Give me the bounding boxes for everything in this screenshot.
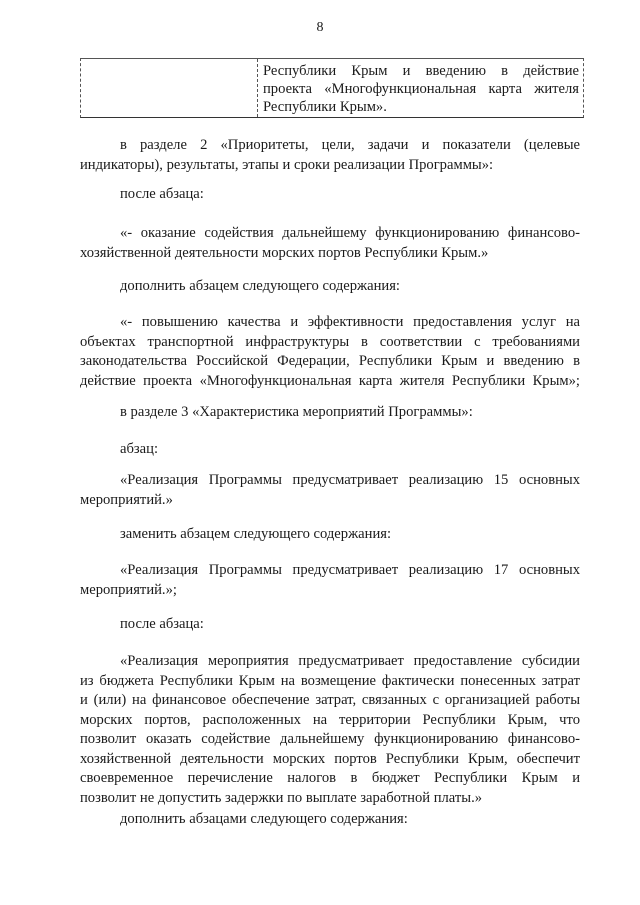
table-cell-line: Республики Крым и введению в действие bbox=[263, 63, 579, 79]
quoted-paragraph-transport-services bbox=[80, 313, 580, 391]
text-line: позволит оказать содействие дальнейшему функционированию финансово- bbox=[80, 731, 580, 747]
text-line: «Реализация Программы предусматривает реализацию 15 основных bbox=[120, 472, 580, 488]
text-line: законодательства Российской Федерации, Республики Крым и введению в bbox=[80, 353, 580, 369]
quoted-paragraph-17-events bbox=[80, 561, 580, 600]
table-cell-right bbox=[263, 62, 579, 116]
instruction-replace-paragraph: заменить абзацем следующего содержания: bbox=[120, 526, 392, 542]
quoted-paragraph-15-events bbox=[80, 471, 580, 510]
text-line: и (или) на финансовое обеспечение затрат, связанных с организацией работы bbox=[80, 692, 580, 708]
text-line: «- оказание содействия дальнейшему функционированию финансово- bbox=[120, 225, 580, 241]
text-line: объектах транспортной инфраструктуры в соответствии с требованиями bbox=[80, 333, 580, 350]
table-fragment bbox=[80, 58, 584, 118]
table-cell-line: Республики Крым». bbox=[263, 99, 387, 115]
paragraph-section-2 bbox=[80, 136, 580, 175]
text-line: «Реализация Программы предусматривает реализацию 17 основных bbox=[120, 562, 580, 578]
text-line: мероприятий.» bbox=[80, 491, 173, 508]
text-line: из бюджета Республики Крым на возмещение фактически понесенных затрат bbox=[80, 672, 580, 689]
instruction-paragraph-label: абзац: bbox=[120, 441, 159, 457]
text-line: действие проекта «Многофункциональная карта жителя Республики Крым»; bbox=[80, 372, 580, 389]
text-line: мероприятий.»; bbox=[80, 581, 177, 598]
text-line: позволит не допустить задержки по выплате заработной платы.» bbox=[80, 789, 483, 806]
table-cell-line: проекта «Многофункциональная карта жителя bbox=[263, 81, 579, 97]
instruction-add-paragraph: дополнить абзацем следующего содержания: bbox=[120, 278, 400, 294]
text-line: индикаторы), результаты, этапы и сроки реализации Программы»: bbox=[80, 156, 494, 173]
quoted-paragraph-port-support bbox=[80, 224, 580, 263]
instruction-add-paragraphs: дополнить абзацами следующего содержания: bbox=[120, 811, 408, 827]
text-line: морских портов, расположенных на территории Республики Крым, что bbox=[80, 711, 580, 728]
quoted-paragraph-subsidy bbox=[80, 652, 580, 808]
text-line: в разделе 2 «Приоритеты, цели, задачи и показатели (целевые bbox=[120, 137, 580, 153]
page-number: 8 bbox=[316, 20, 324, 35]
text-line: хозяйственной деятельности морских портов Республики Крым.» bbox=[80, 244, 489, 261]
instruction-section-3: в разделе 3 «Характеристика мероприятий Программы»: bbox=[120, 404, 473, 420]
text-line: «Реализация мероприятия предусматривает предоставление субсидии bbox=[120, 653, 580, 669]
text-line: хозяйственной деятельности морских портов Республики Крым, обеспечит bbox=[80, 750, 580, 767]
table-column-divider bbox=[257, 59, 258, 117]
instruction-after-paragraph: после абзаца: bbox=[120, 186, 204, 202]
text-line: своевременное перечисление налогов в бюджет Республики Крым и bbox=[80, 770, 580, 786]
text-line: «- повышению качества и эффективности предоставления услуг на bbox=[120, 314, 580, 330]
instruction-after-paragraph-2: после абзаца: bbox=[120, 616, 204, 632]
